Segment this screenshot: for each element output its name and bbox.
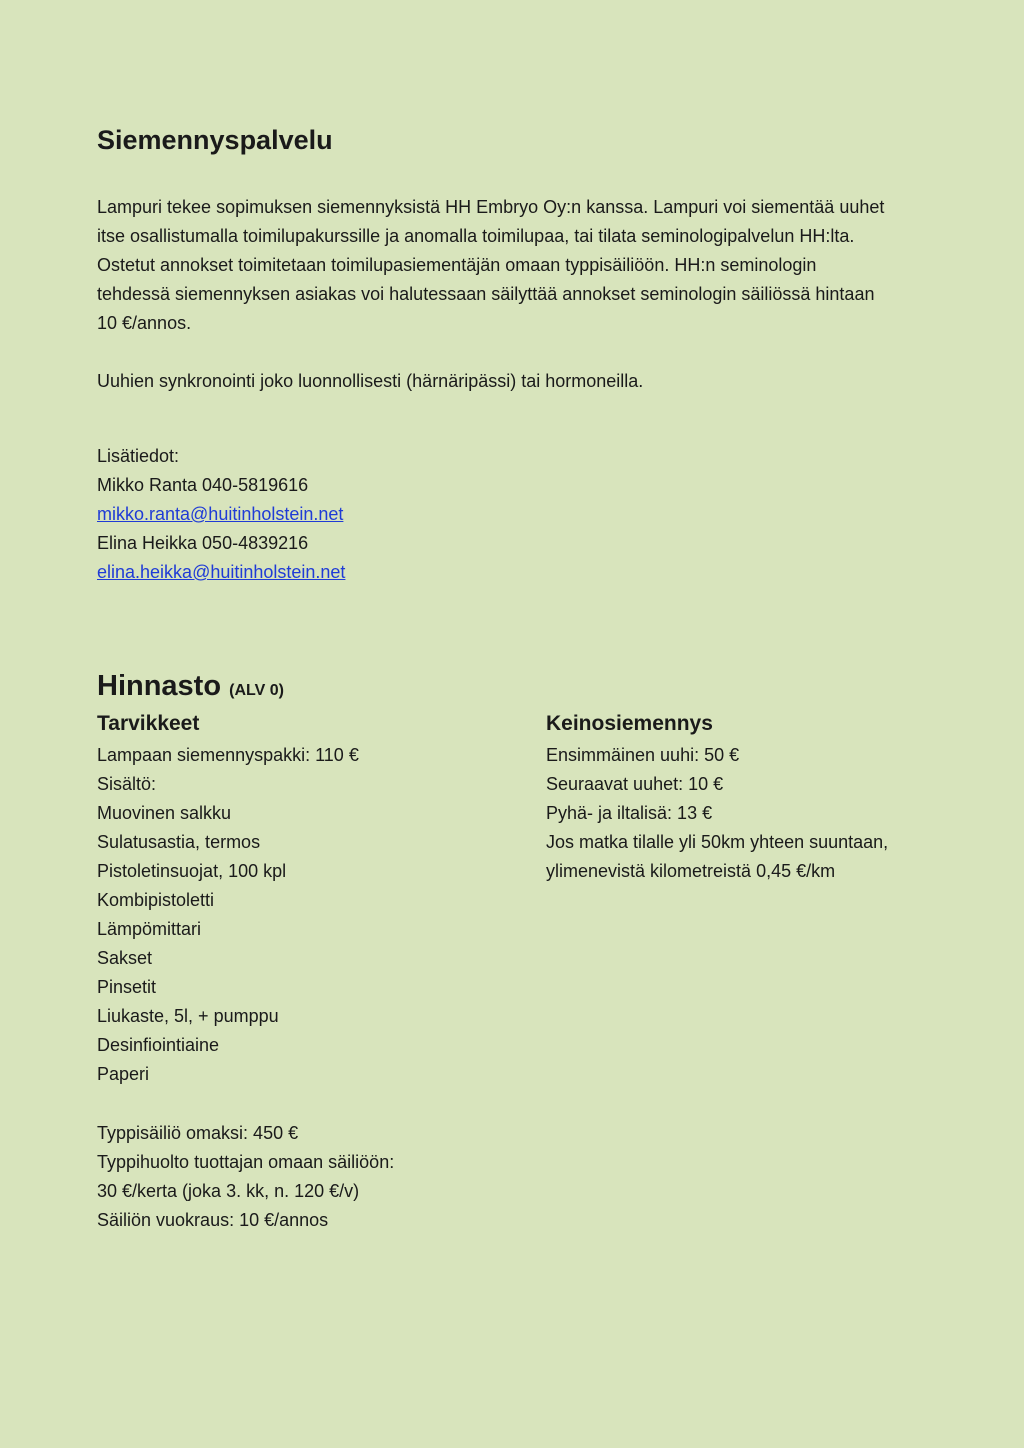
supplies-list [97,741,359,1089]
nitrogen-item: 30 €/kerta (joka 3. kk, n. 120 €/v) [97,1181,360,1201]
supplies-heading: Tarvikkeet [97,712,200,735]
supply-item: Lampaan siemennyspakki: 110 € [97,745,359,765]
nitrogen-item: Typpihuolto tuottajan omaan säiliöön: [97,1152,395,1172]
nitrogen-item: Säiliön vuokraus: 10 €/annos [97,1210,329,1230]
pricing-title [97,666,284,711]
supply-item: Pinsetit [97,977,157,997]
sync-paragraph [97,367,927,396]
insemination-heading: Keinosiemennys [546,712,713,735]
insemination-item: Jos matka tilalle yli 50km yhteen suuntaan, [546,832,889,852]
email-link-2[interactable]: elina.heikka@huitinholstein.net [97,562,346,582]
intro-line: Lampuri tekee sopimuksen siemennyksistä HH Embryo Oy:n kanssa. Lampuri voi siementää uuhet [97,197,885,217]
insemination-item: Ensimmäinen uuhi: 50 € [546,745,740,765]
sync-text: Uuhien synkronointi joko luonnollisesti (härnäripässi) tai hormoneilla. [97,371,644,391]
insemination-item: Pyhä- ja iltalisä: 13 € [546,803,713,823]
supply-item: Desinfiointiaine [97,1035,220,1055]
contact-person-2: Elina Heikka 050-4839216 [97,533,309,553]
intro-line: itse osallistumalla toimilupakurssille ja anomalla toimilupaa, tai tilata seminologipalvelun HH:lta. [97,226,855,246]
contact-person-1: Mikko Ranta 040-5819616 [97,475,309,495]
supply-item: Sulatusastia, termos [97,832,261,852]
page-title: Siemennyspalvelu [97,125,333,155]
intro-line: 10 €/annos. [97,313,192,333]
supply-item: Paperi [97,1064,150,1084]
vat-note: (ALV 0) [229,682,284,699]
contact-heading: Lisätiedot: [97,446,180,466]
supply-item: Muovinen salkku [97,803,232,823]
supply-item: Sisältö: [97,774,157,794]
insemination-item: ylimenevistä kilometreistä 0,45 €/km [546,861,836,881]
contact-block [97,442,927,587]
intro-paragraph [97,193,927,338]
supply-item: Pistoletinsuojat, 100 kpl [97,861,287,881]
supply-item: Lämpömittari [97,919,202,939]
intro-line: Ostetut annokset toimitetaan toimilupasiementäjän omaan typpisäiliöön. HH:n seminologin [97,255,817,275]
nitrogen-list [97,1119,394,1235]
supply-item: Sakset [97,948,153,968]
supply-item: Liukaste, 5l, + pumppu [97,1006,279,1026]
insemination-item: Seuraavat uuhet: 10 € [546,774,724,794]
insemination-list [546,741,888,886]
supply-item: Kombipistoletti [97,890,215,910]
email-link-1[interactable]: mikko.ranta@huitinholstein.net [97,504,344,524]
pricing-title-text: Hinnasto [97,670,222,702]
intro-line: tehdessä siemennyksen asiakas voi halutessaan säilyttää annokset seminologin säiliössä hintaan [97,284,875,304]
nitrogen-item: Typpisäiliö omaksi: 450 € [97,1123,299,1143]
